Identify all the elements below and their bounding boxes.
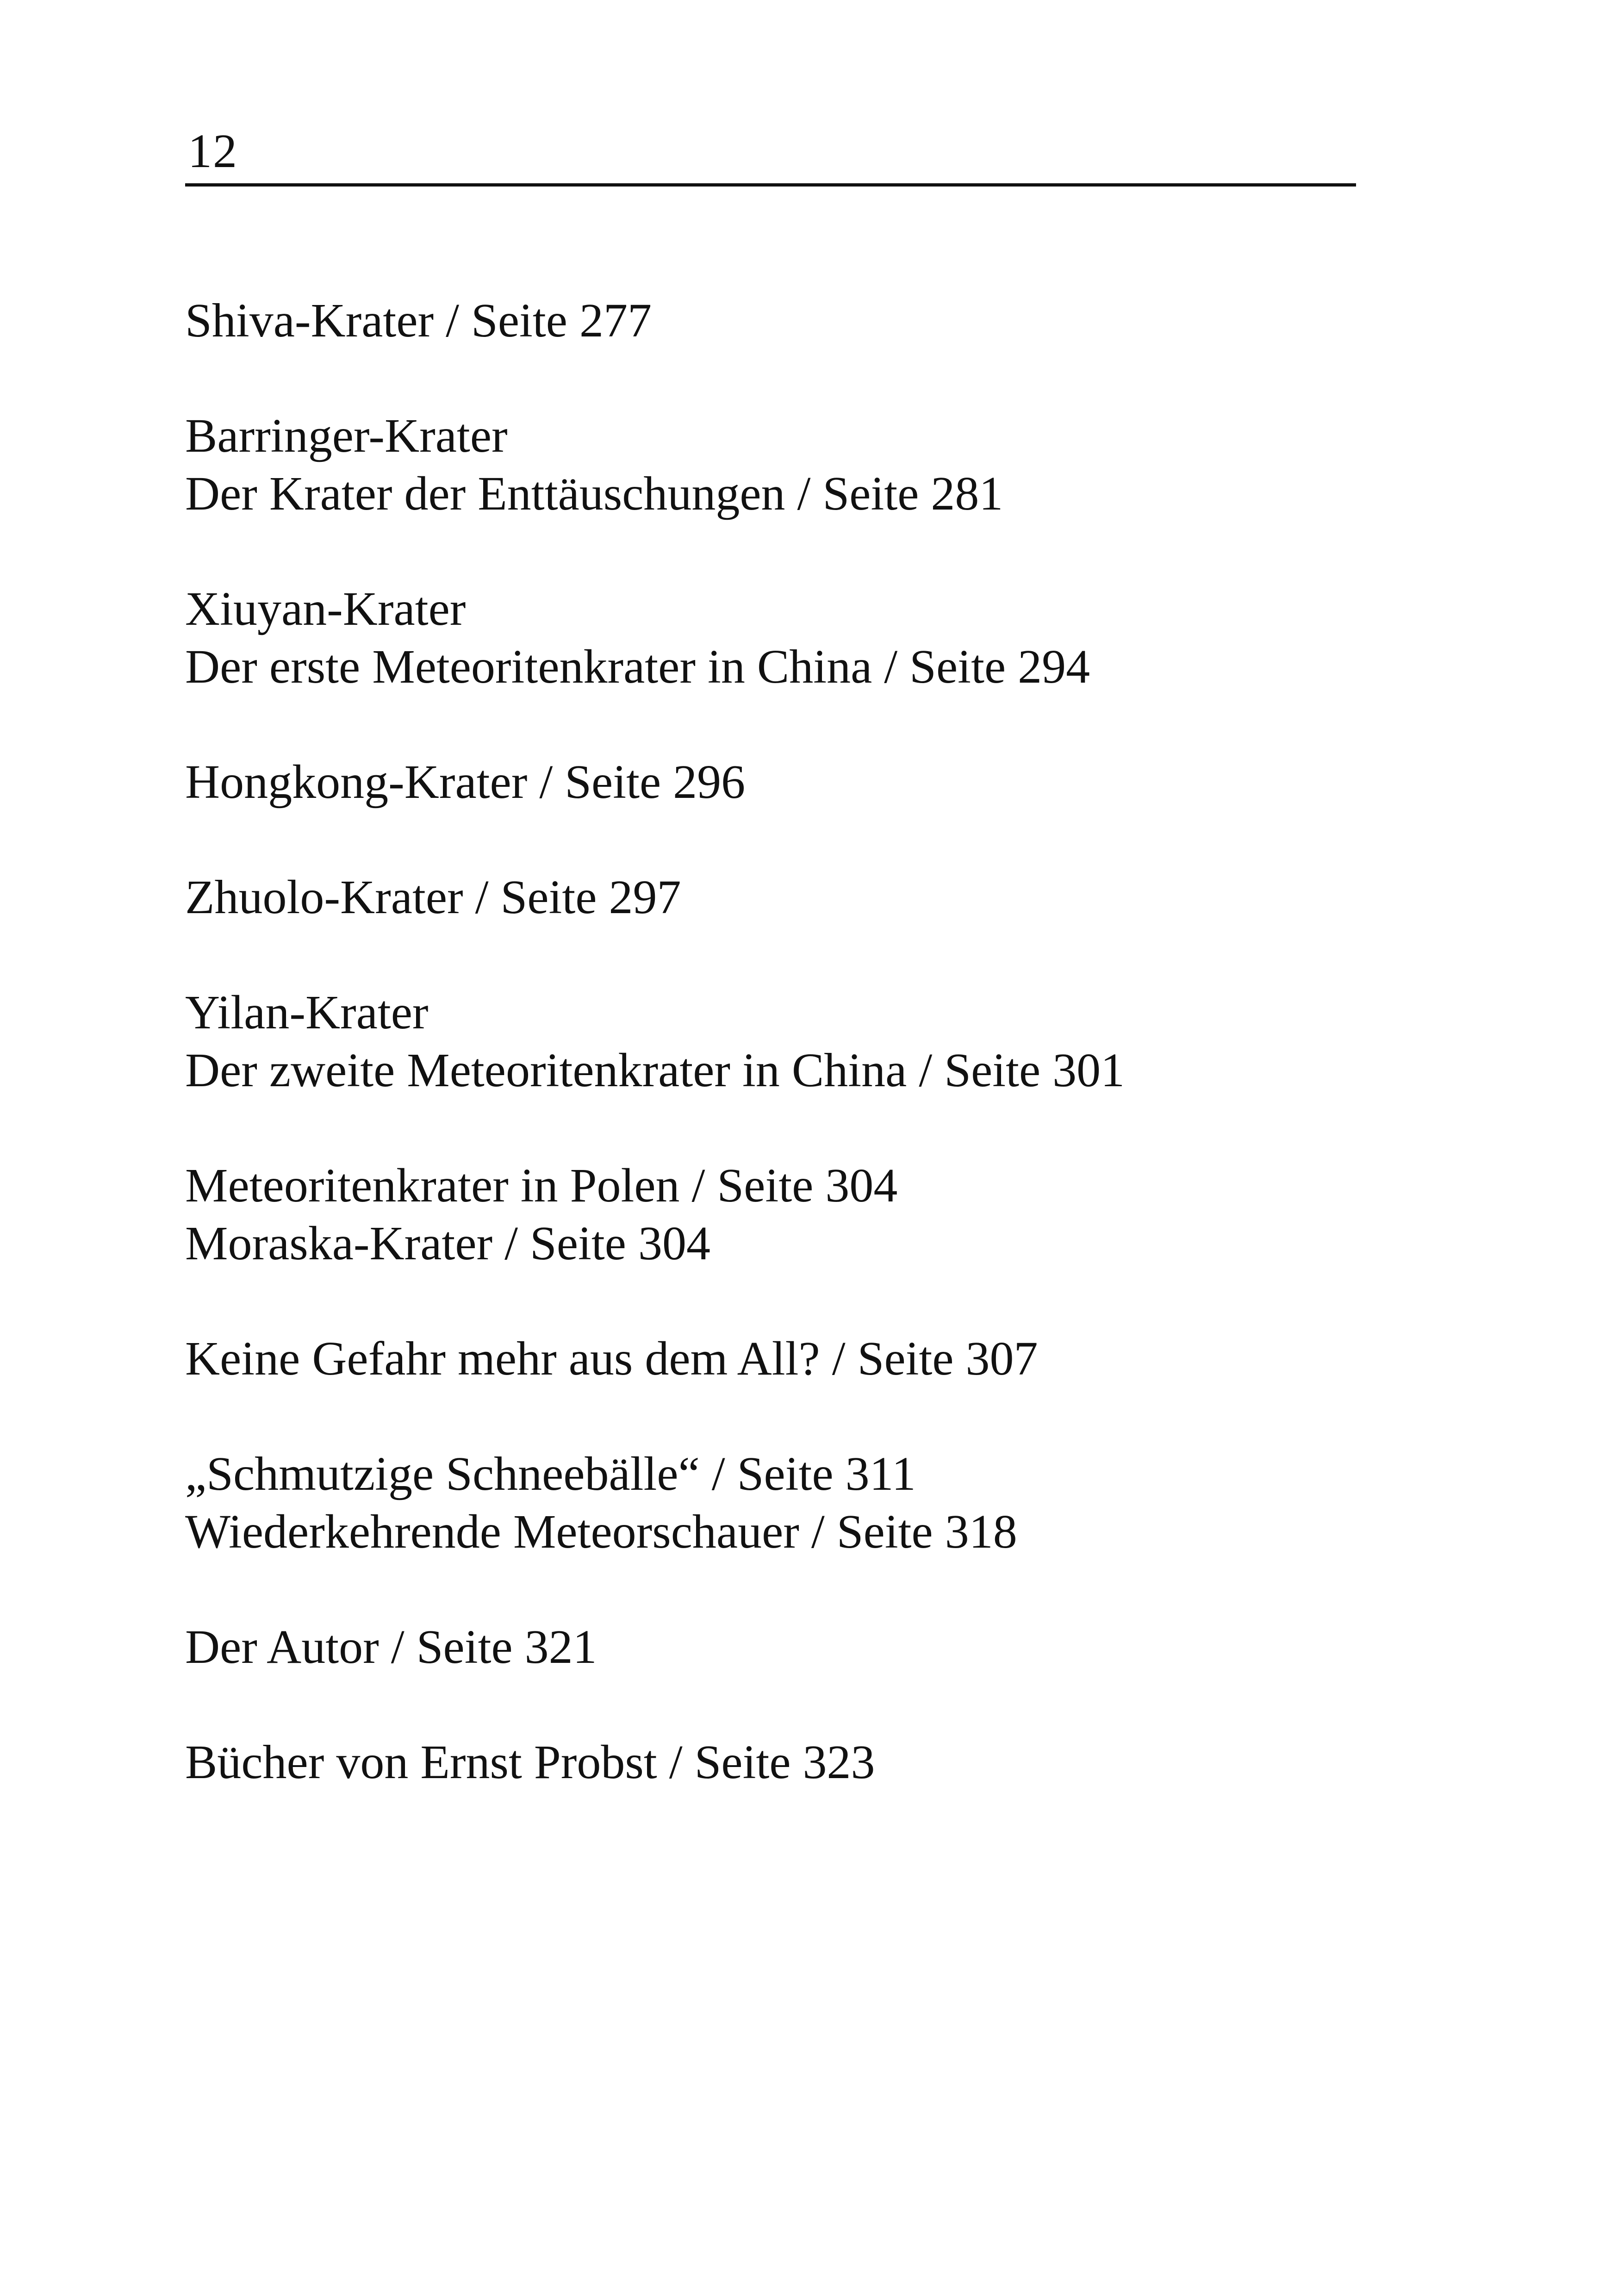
toc-entry-hongkong bbox=[185, 753, 1342, 811]
table-of-contents bbox=[185, 292, 1342, 1848]
toc-entry-zhuolo bbox=[185, 868, 1342, 926]
toc-entry-xiuyan bbox=[185, 580, 1342, 696]
toc-line: Barringer-Krater bbox=[185, 409, 508, 462]
toc-line: Meteoritenkrater in Polen / Seite 304 bbox=[185, 1159, 898, 1212]
toc-line: Hongkong-Krater / Seite 296 bbox=[185, 755, 746, 809]
toc-line: Der Autor / Seite 321 bbox=[185, 1620, 597, 1674]
toc-line: Xiuyan-Krater bbox=[185, 582, 466, 635]
toc-line: Der erste Meteoritenkrater in China / Seite 294 bbox=[185, 640, 1090, 693]
toc-entry-schneebaelle bbox=[185, 1445, 1342, 1561]
toc-line: Wiederkehrende Meteorschauer / Seite 318 bbox=[185, 1505, 1017, 1558]
toc-entry-shiva bbox=[185, 292, 1342, 349]
toc-line: Moraska-Krater / Seite 304 bbox=[185, 1217, 710, 1270]
toc-line: Shiva-Krater / Seite 277 bbox=[185, 294, 652, 347]
toc-entry-gefahr bbox=[185, 1330, 1342, 1388]
toc-line: Der zweite Meteoritenkrater in China / Seite 301 bbox=[185, 1044, 1125, 1097]
toc-line: Der Krater der Enttäuschungen / Seite 281 bbox=[185, 467, 1003, 520]
toc-line: Zhuolo-Krater / Seite 297 bbox=[185, 871, 681, 924]
header-rule bbox=[185, 183, 1356, 187]
toc-line: „Schmutzige Schneebälle“ / Seite 311 bbox=[185, 1447, 916, 1500]
page-number: 12 bbox=[188, 124, 238, 178]
toc-line: Keine Gefahr mehr aus dem All? / Seite 307 bbox=[185, 1332, 1038, 1385]
toc-line: Yilan-Krater bbox=[185, 986, 429, 1039]
toc-line: Bücher von Ernst Probst / Seite 323 bbox=[185, 1736, 875, 1789]
toc-entry-barringer bbox=[185, 407, 1342, 523]
toc-entry-yilan bbox=[185, 983, 1342, 1099]
toc-entry-autor bbox=[185, 1618, 1342, 1676]
toc-entry-polen bbox=[185, 1157, 1342, 1272]
page-header bbox=[185, 121, 1356, 191]
toc-entry-buecher bbox=[185, 1733, 1342, 1791]
